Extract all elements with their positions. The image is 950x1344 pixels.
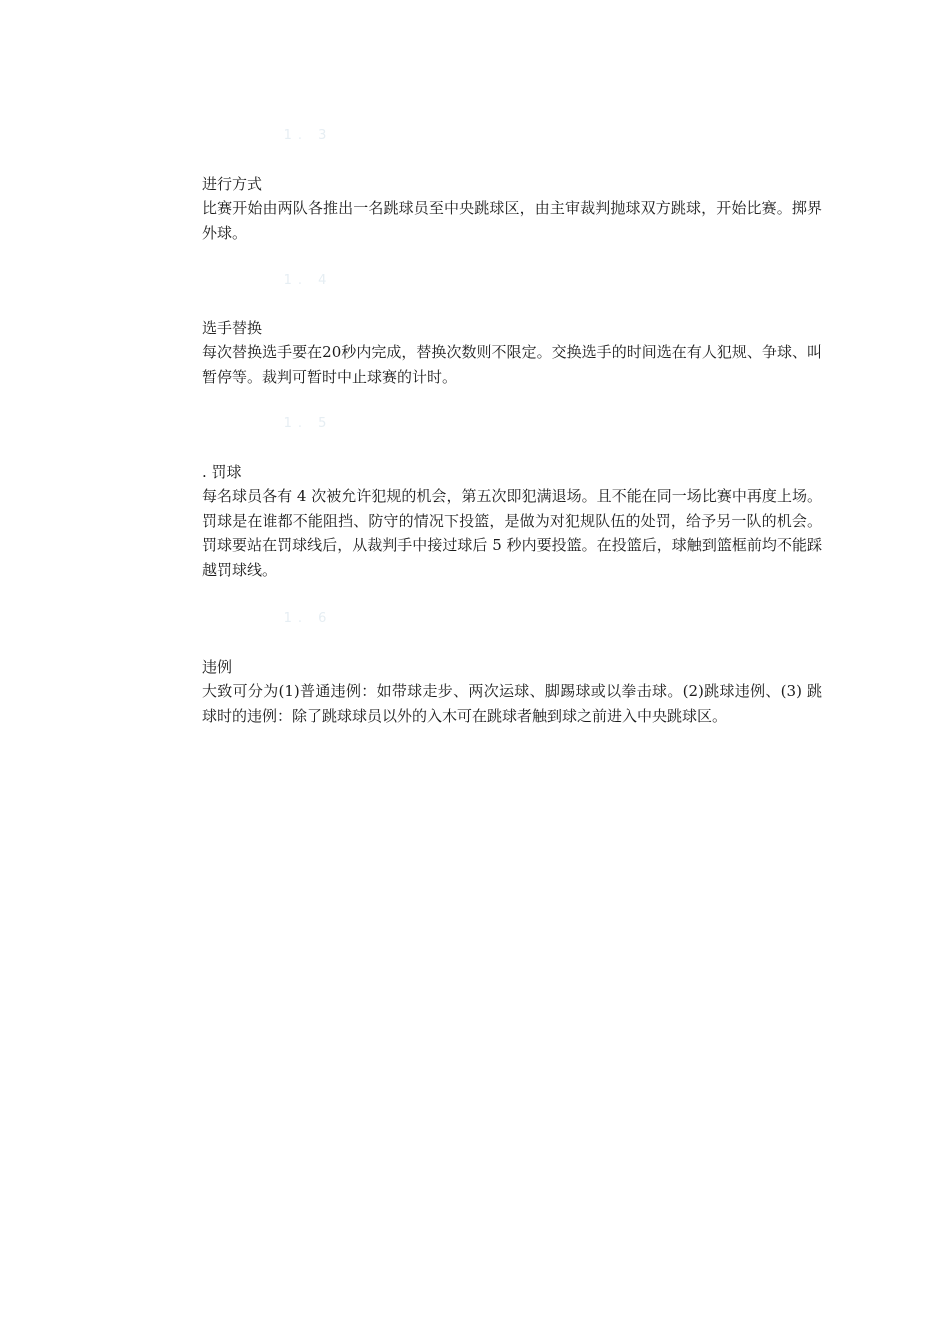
- section-marker: 1. 6: [283, 611, 333, 626]
- section-body: 比赛开始由两队各推出一名跳球员至中央跳球区，由主审裁判抛球双方跳球，开始比赛。掷界外球。: [202, 199, 822, 242]
- section-procedure: [202, 172, 822, 245]
- section-heading: 选手替换: [202, 319, 263, 337]
- section-body: 大致可分为(1)普通违例：如带球走步、两次运球、脚踢球或以拳击球。(2)跳球违例、(3) 跳球时的违例：除了跳球球员以外的入木可在跳球者触到球之前进入中央跳球区。: [202, 682, 822, 725]
- section-body: 每名球员各有 4 次被允许犯规的机会，第五次即犯满退场。且不能在同一场比赛中再度上场。罚球是在谁都不能阻挡、防守的情况下投篮，是做为对犯规队伍的处罚，给予另一队的机会。罚球要站在罚球线后，从裁判手中接过球后 5 秒内要投篮。在投篮后，球触到篮框前均不能踩越罚球线。: [202, 487, 822, 579]
- section-marker: 1. 4: [283, 273, 333, 288]
- section-heading: 进行方式: [202, 175, 263, 193]
- section-heading: 违例: [202, 658, 233, 676]
- section-marker: 1. 5: [283, 416, 333, 431]
- section-body: 每次替换选手要在20秒内完成，替换次数则不限定。交换选手的时间选在有人犯规、争球、叫暂停等。裁判可暂时中止球赛的计时。: [202, 343, 822, 386]
- section-heading: . 罚球: [202, 463, 242, 481]
- section-marker: 1. 3: [283, 128, 333, 143]
- section-free-throw: [202, 460, 822, 582]
- section-substitution: [202, 316, 822, 389]
- section-violations: [202, 655, 822, 728]
